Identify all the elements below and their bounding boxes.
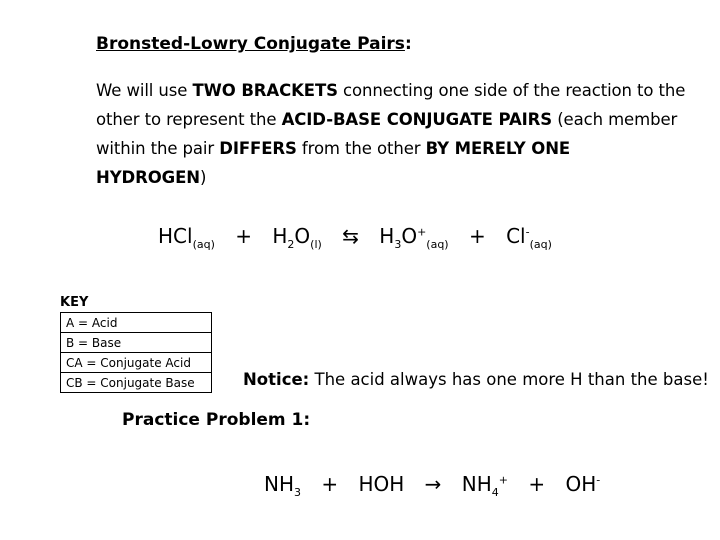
water-h: H [272,224,288,248]
notice-text: The acid always has one more H than the base! [309,370,709,389]
key-table [60,312,212,393]
key-row-base: B = Base [61,333,212,353]
term-ammonia [264,472,301,499]
equation-ammonia-water [264,472,600,499]
hcl-state: (aq) [192,238,215,251]
ammonium-charge: + [498,473,509,487]
page-title-text: Bronsted-Lowry Conjugate Pairs [96,34,405,54]
key-row-conjugate-acid: CA = Conjugate Acid [61,353,212,373]
reaction-arrow-icon: → [424,472,442,496]
notice-line [243,370,709,389]
ammonia-subscript: 3 [294,486,301,499]
para-text-1: We will use [96,81,193,100]
term-chloride [506,224,552,251]
hydroxide-formula: OH [565,472,597,496]
equation-hcl-water [158,224,552,251]
water-state: (l) [310,238,322,251]
term-hoh: HOH [358,472,405,496]
para-bold-differs: DIFFERS [219,139,297,158]
term-ammonium [462,472,508,499]
page-title-colon: : [404,34,412,54]
ammonia-formula: NH [264,472,294,496]
chloride-charge: - [525,225,530,239]
chloride-formula: Cl [506,224,526,248]
equilibrium-arrow-icon: ⇆ [342,224,359,248]
practice-heading: Practice Problem 1: [122,410,311,430]
para-text-3: (each member within the pair [96,110,678,158]
key-title: KEY [60,295,89,310]
para-text-2: connecting one side of the reaction to the other to represent the [96,81,686,129]
hydroxide-charge: - [596,473,601,487]
page-title [96,34,412,54]
hydronium-h: H [379,224,395,248]
para-bold-one-hydrogen: BY MERELY ONE HYDROGEN [96,139,571,187]
water-subscript: 2 [287,238,295,251]
term-hydroxide [566,472,601,496]
intro-paragraph [96,76,686,192]
key-row-acid: A = Acid [61,313,212,333]
term-hcl [158,224,215,251]
notice-label: Notice: [243,370,310,389]
ammonium-subscript: 4 [491,486,499,499]
key-box [60,294,212,393]
hydronium-subscript: 3 [394,238,402,251]
para-text-5: ) [200,168,207,187]
para-text-4: from the other [296,139,426,158]
term-hydronium [379,224,448,251]
hydronium-o: O [401,224,418,248]
para-bold-two-brackets: TWO BRACKETS [192,81,338,100]
hcl-formula: HCl [158,224,193,248]
key-row-conjugate-base: CB = Conjugate Base [61,373,212,393]
water-o: O [294,224,311,248]
plus-sign: + [235,224,252,248]
hydronium-charge: + [417,225,427,239]
chloride-state: (aq) [529,238,552,251]
term-water [272,224,321,251]
para-bold-conjugate-pairs: ACID-BASE CONJUGATE PAIRS [281,110,553,129]
hydronium-state: (aq) [426,238,449,251]
plus-sign: + [321,472,339,496]
plus-sign: + [528,472,546,496]
ammonium-formula: NH [461,472,492,496]
plus-sign: + [468,224,486,248]
